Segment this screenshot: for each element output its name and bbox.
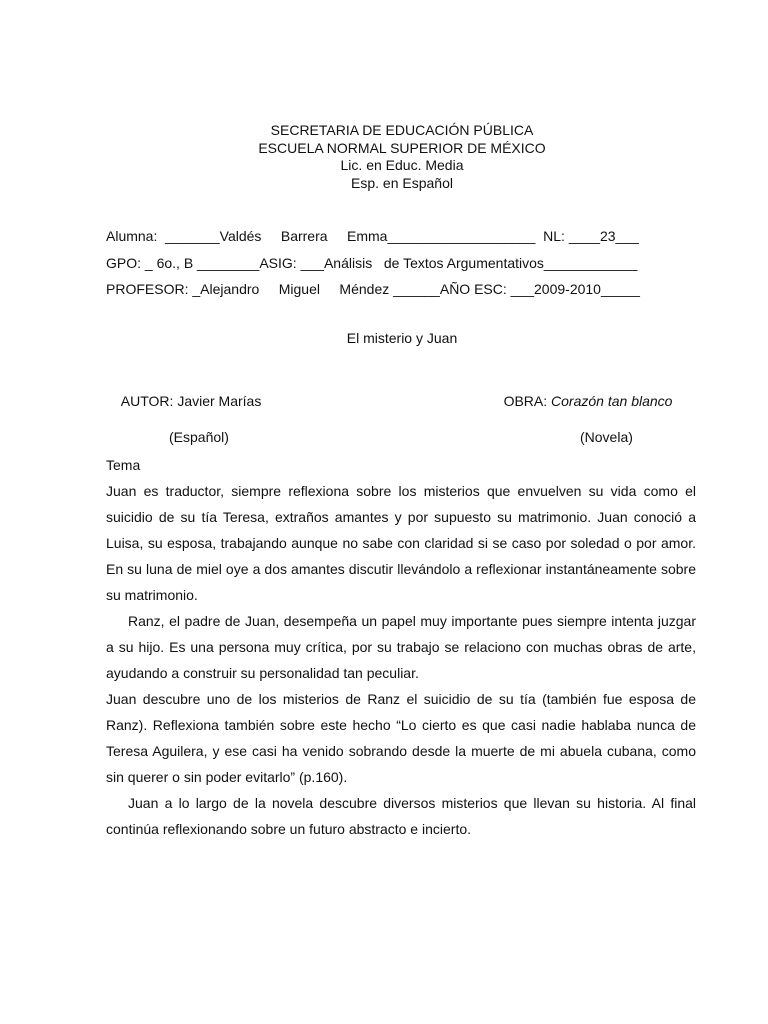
work-genre: (Novela) [580, 429, 633, 445]
header-line-degree: Lic. en Educ. Media [340, 157, 464, 173]
essay-body [106, 452, 696, 842]
section-heading-tema: Tema [106, 457, 141, 473]
field-row-alumna [106, 227, 639, 245]
alumna-value: _______Valdés Barrera Emma___________________ [165, 228, 536, 244]
asig-value: ___Análisis de Textos Argumentativos____________ [300, 255, 638, 271]
work-label: OBRA: [503, 393, 552, 409]
nl-label: NL: [543, 228, 565, 244]
paragraph-3: Juan descubre uno de los misterios de Ranz el suicidio de su tía (también fue esposa de Ranz). Reflexiona también sobre este hecho “Lo cierto es que casi nadie hablaba nunca de Teresa Aguilera, y ese casi ha venido sobrando desde la muerte de mi abuela cubana, como sin querer o sin poder evitarlo” (p.160). [106, 691, 696, 785]
paragraph-4: Juan a lo largo de la novela descubre diversos misterios que llevan su historia. Al final continúa reflexionando sobre un futuro abstracto e incierto. [106, 795, 696, 837]
paragraph-2: Ranz, el padre de Juan, desempeña un papel muy importante pues siempre intenta juzgar a su hijo. Es una persona muy crítica, por su trabajo se relaciono con muchas obras de arte, ayudando a construir su personalidad tan peculiar. [106, 613, 696, 681]
profesor-value: _Alejandro Miguel Méndez ______ [192, 281, 440, 297]
anio-value: ___2009-2010_____ [510, 281, 640, 297]
header-line-ministry: SECRETARIA DE EDUCACIÓN PÚBLICA [270, 122, 534, 138]
gpo-value: _ 6o., B ________ [144, 255, 260, 271]
author-nationality: (Español) [169, 429, 229, 445]
nl-value: ____23___ [568, 228, 639, 244]
author-label: AUTOR: Javier Marías [120, 393, 262, 409]
header-line-school: ESCUELA NORMAL SUPERIOR DE MÉXICO [258, 139, 546, 156]
field-row-gpo [106, 254, 637, 272]
work-title: El misterio y Juan [346, 330, 458, 346]
profesor-label: PROFESOR: [106, 281, 189, 297]
paragraph-1: Juan es traductor, siempre reflexiona sobre los misterios que envuelven su vida como el suicidio de su tía Teresa, extraños amantes y por supuesto su matrimonio. Juan conoció a Luisa, su esposa, trabajando aunque no sabe con claridad si se caso por soledad o por amor. En su luna de miel oye a dos amantes discutir llevándolo a reflexionar instantáneamente sobre su matrimonio. [106, 483, 696, 603]
work-name: Corazón tan blanco [551, 393, 673, 409]
anio-label: AÑO ESC: [439, 281, 507, 297]
asig-label: ASIG: [259, 255, 297, 271]
gpo-label: GPO: [106, 255, 142, 271]
header-line-specialty: Esp. en Español [351, 174, 453, 191]
document-header [0, 122, 768, 192]
alumna-label: Alumna: [106, 228, 158, 244]
field-row-profesor [106, 280, 640, 298]
